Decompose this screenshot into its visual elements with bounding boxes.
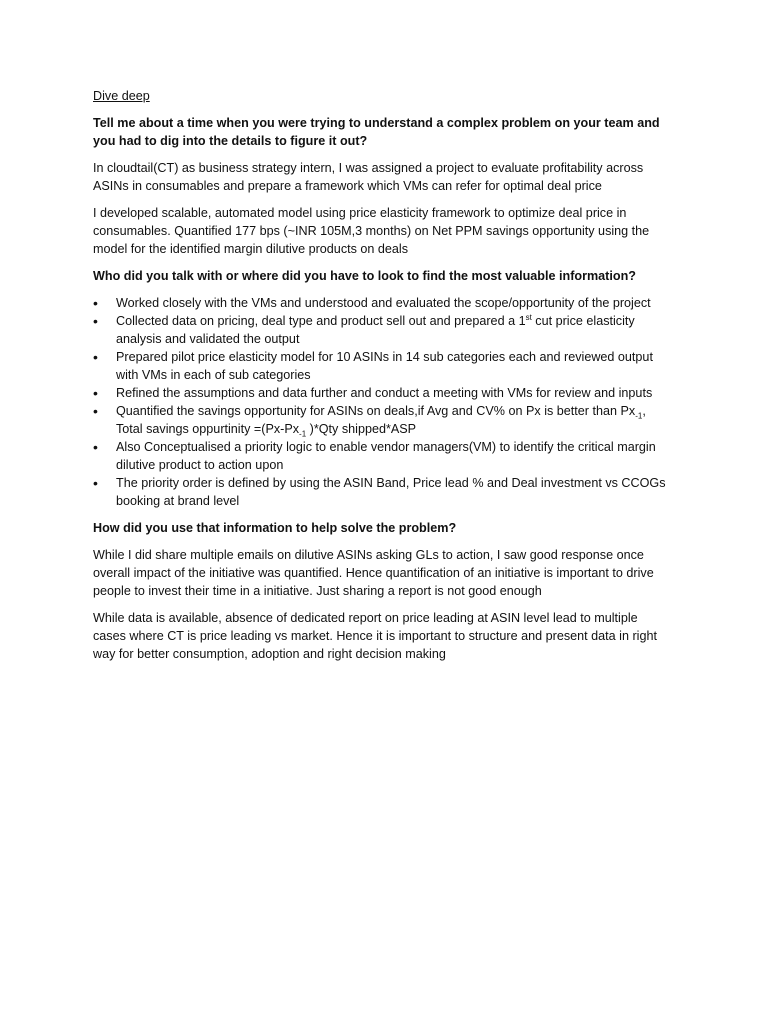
list-item	[93, 474, 672, 510]
list-item-text: The priority order is defined by using the ASIN Band, Price lead % and Deal investment vs CCOGs booking at brand level	[116, 476, 666, 508]
bullet-icon: •	[93, 475, 98, 491]
superscript: st	[525, 312, 532, 322]
bullet-icon: •	[93, 295, 98, 311]
list-item-text-part: Quantified the savings opportunity for ASINs on deals,if Avg and CV% on Px is better than Px	[116, 404, 636, 418]
list-item	[93, 384, 672, 402]
list-item	[93, 294, 672, 312]
list-item	[93, 438, 672, 474]
bullet-icon: •	[93, 349, 98, 365]
question-1: Tell me about a time when you were trying to understand a complex problem on your team and you had to dig into the details to figure it out?	[93, 116, 660, 148]
paragraph-4: While data is available, absence of dedicated report on price leading at ASIN level lead to multiple cases where CT is price leading vs market. Hence it is important to structure and present data in right way for better consumption, adoption and right decision making	[93, 611, 657, 661]
bullet-icon: •	[93, 385, 98, 401]
list-item-text-part: Collected data on pricing, deal type and product sell out and prepared a 1	[116, 314, 526, 328]
bullet-list	[93, 294, 672, 510]
paragraph-2: I developed scalable, automated model using price elasticity framework to optimize deal price in consumables. Quantified 177 bps (~INR 105M,3 months) on Net PPM savings opportunity using the model for the identified margin dilutive products on deals	[93, 206, 650, 256]
question-3: How did you use that information to help solve the problem?	[93, 521, 457, 535]
question-2: Who did you talk with or where did you have to look to find the most valuable information?	[93, 269, 636, 283]
list-item-text	[116, 314, 635, 346]
bullet-icon: •	[93, 313, 98, 329]
list-item	[93, 348, 672, 384]
list-item-text-part: )*Qty shipped*ASP	[306, 422, 417, 436]
list-item	[93, 402, 672, 438]
paragraph-1: In cloudtail(CT) as business strategy intern, I was assigned a project to evaluate profitability across ASINs in consumables and prepare a framework which VMs can refer for optimal deal price	[93, 161, 644, 193]
list-item-text: Prepared pilot price elasticity model for 10 ASINs in 14 sub categories each and reviewed output with VMs in each of sub categories	[116, 350, 653, 382]
list-item-text: Refined the assumptions and data further and conduct a meeting with VMs for review and inputs	[116, 386, 653, 400]
list-item-text	[116, 404, 646, 439]
list-item-text: Also Conceptualised a priority logic to enable vendor managers(VM) to identify the critical margin dilutive product to action upon	[116, 440, 656, 472]
paragraph-3: While I did share multiple emails on dilutive ASINs asking GLs to action, I saw good response once overall impact of the initiative was quantified. Hence quantification of an initiative is important to drive people to invest their time in a initiative. Just sharing a report is not good enough	[93, 548, 654, 598]
subscript: -1	[299, 429, 307, 439]
list-item-text-part: cut price elasticity analysis and validated the output	[116, 314, 635, 346]
subscript: -1	[635, 411, 643, 421]
bullet-icon: •	[93, 439, 98, 455]
list-item	[93, 312, 672, 348]
list-item-text: Worked closely with the VMs and understood and evaluated the scope/opportunity of the project	[116, 296, 651, 310]
bullet-icon: •	[93, 403, 98, 419]
section-heading: Dive deep	[93, 89, 150, 103]
list-item-text-part: , Total savings oppurtinity =(Px-Px	[116, 404, 646, 436]
